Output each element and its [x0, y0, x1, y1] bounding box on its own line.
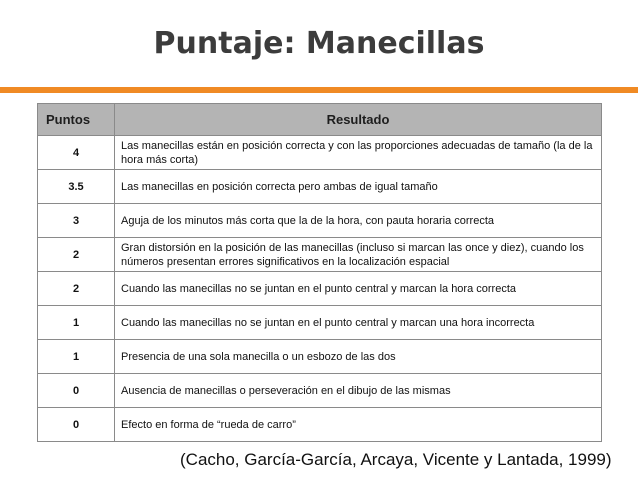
points-cell: 0 [38, 374, 115, 408]
result-cell: Las manecillas están en posición correcta y con las proporciones adecuadas de tamaño (la de la hora más corta) [115, 136, 602, 170]
result-cell: Efecto en forma de “rueda de carro” [115, 408, 602, 442]
citation: (Cacho, García-García, Arcaya, Vicente y Lantada, 1999) [180, 450, 612, 469]
table-row [38, 238, 602, 272]
accent-divider [0, 87, 638, 93]
points-cell: 2 [38, 272, 115, 306]
table-row [38, 170, 602, 204]
result-cell: Cuando las manecillas no se juntan en el punto central y marcan la hora correcta [115, 272, 602, 306]
scoring-table [37, 103, 602, 442]
points-cell: 2 [38, 238, 115, 272]
points-cell: 1 [38, 306, 115, 340]
table-row [38, 204, 602, 238]
points-cell: 4 [38, 136, 115, 170]
table-row [38, 272, 602, 306]
result-cell: Cuando las manecillas no se juntan en el punto central y marcan una hora incorrecta [115, 306, 602, 340]
result-cell: Ausencia de manecillas o perseveración en el dibujo de las mismas [115, 374, 602, 408]
result-cell: Gran distorsión en la posición de las manecillas (incluso si marcan las once y diez), cuando los números presentan errores significativos en la localización espacial [115, 238, 602, 272]
table-row [38, 374, 602, 408]
result-cell: Presencia de una sola manecilla o un esbozo de las dos [115, 340, 602, 374]
points-cell: 3.5 [38, 170, 115, 204]
table-row [38, 340, 602, 374]
header-resultado: Resultado [115, 104, 602, 136]
points-cell: 0 [38, 408, 115, 442]
result-cell: Las manecillas en posición correcta pero ambas de igual tamaño [115, 170, 602, 204]
table-row [38, 136, 602, 170]
table-row [38, 306, 602, 340]
points-cell: 3 [38, 204, 115, 238]
result-cell: Aguja de los minutos más corta que la de la hora, con pauta horaria correcta [115, 204, 602, 238]
points-cell: 1 [38, 340, 115, 374]
header-puntos: Puntos [38, 104, 115, 136]
table-header-row [38, 104, 602, 136]
page-title: Puntaje: Manecillas [153, 26, 485, 61]
table-row [38, 408, 602, 442]
